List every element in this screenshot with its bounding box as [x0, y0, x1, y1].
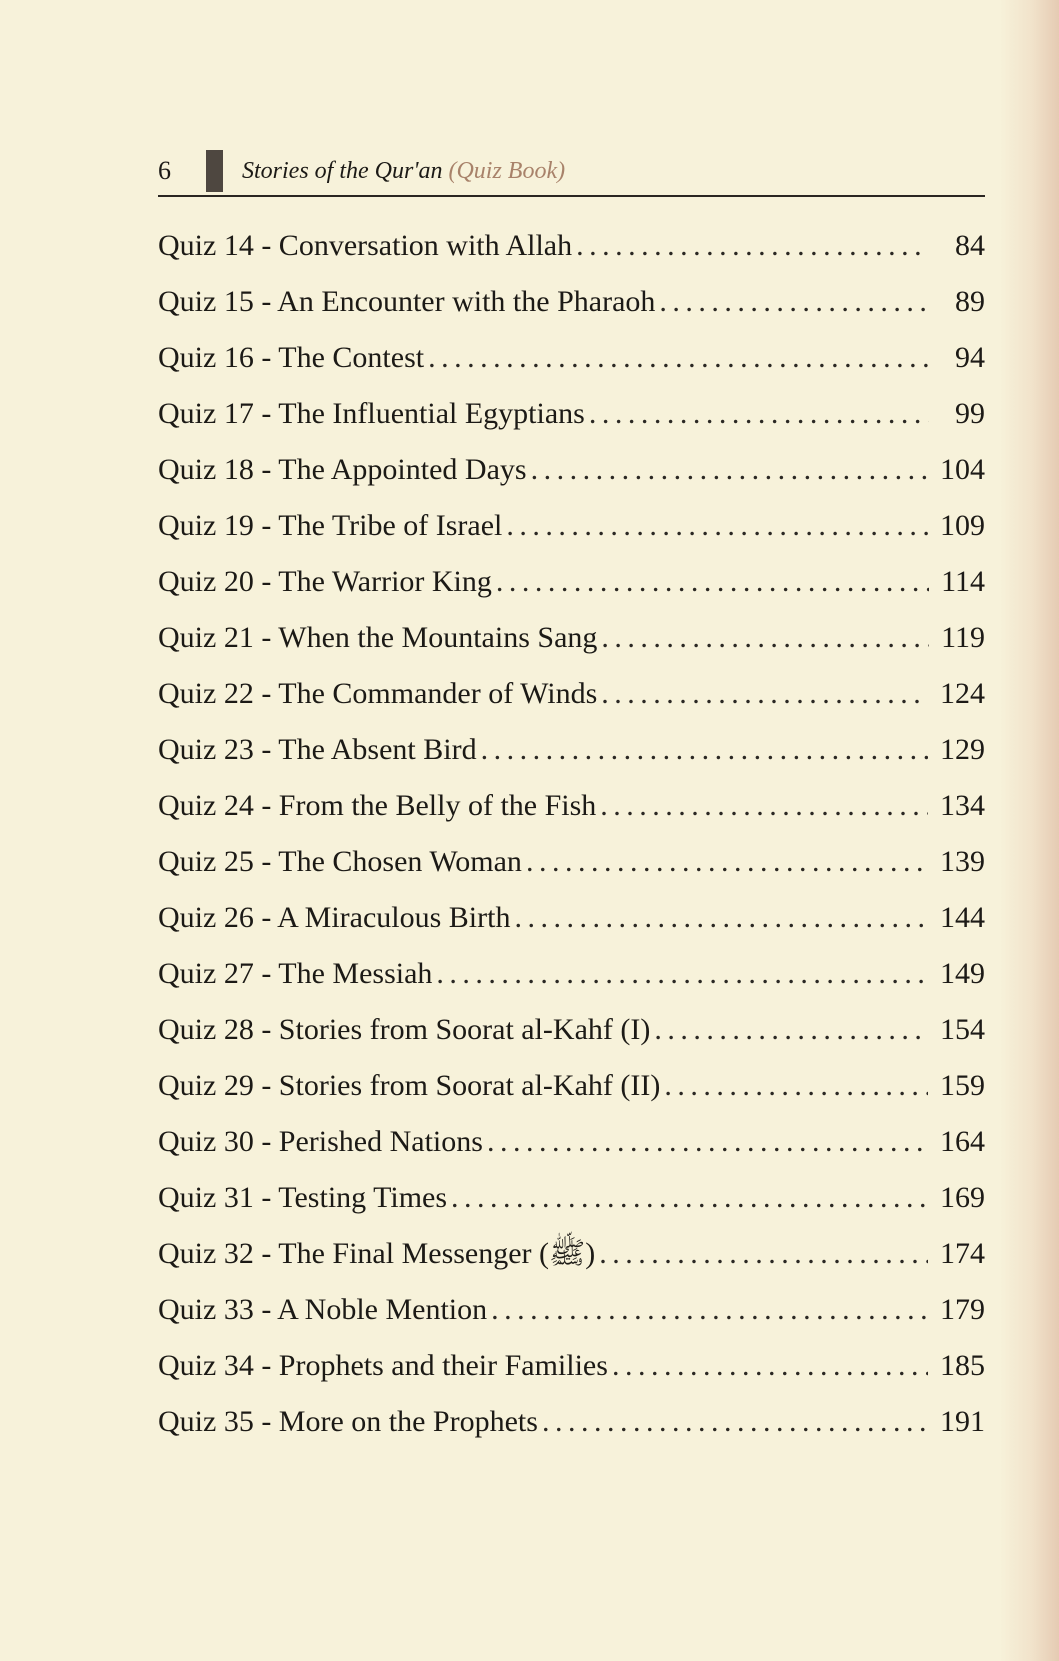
dot-leader	[654, 1002, 928, 1058]
toc-entry-page-number: 179	[940, 1293, 985, 1326]
dot-leader	[600, 778, 928, 834]
toc-entry[interactable]	[158, 1226, 985, 1282]
toc-entry-page-number: 134	[940, 789, 985, 822]
toc-entry-title: Quiz 16 - The Contest	[158, 341, 425, 374]
toc-entry-page-number: 169	[940, 1181, 985, 1214]
dot-leader	[496, 554, 929, 610]
toc-entry[interactable]	[158, 834, 985, 890]
book-title-text: Stories of the Qur'an	[242, 158, 443, 184]
dot-leader	[601, 610, 929, 666]
dot-leader	[487, 1114, 928, 1170]
dot-leader	[542, 1394, 928, 1450]
header-bar-ornament	[206, 150, 223, 192]
toc-entry[interactable]	[158, 386, 985, 442]
toc-entry-title: Quiz 35 - More on the Prophets	[158, 1405, 538, 1438]
dot-leader	[506, 498, 928, 554]
toc-entry-page-number: 94	[955, 341, 985, 374]
toc-entry-title: Quiz 31 - Testing Times	[158, 1181, 448, 1214]
dot-leader	[599, 1226, 928, 1282]
toc-entry-page-number: 109	[940, 509, 985, 542]
toc-entry[interactable]	[158, 1338, 985, 1394]
toc-entry[interactable]	[158, 554, 985, 610]
toc-entry-page-number: 164	[940, 1125, 985, 1158]
dot-leader	[514, 890, 928, 946]
toc-entry-page-number: 174	[940, 1237, 985, 1270]
toc-entry-title: Quiz 32 - The Final Messenger (ﷺ)	[158, 1237, 596, 1270]
toc-entry-title: Quiz 22 - The Commander of Winds	[158, 677, 598, 710]
toc-entry[interactable]	[158, 442, 985, 498]
toc-entry-page-number: 139	[940, 845, 985, 878]
toc-entry-title: Quiz 15 - An Encounter with the Pharaoh	[158, 285, 656, 318]
toc-entry[interactable]	[158, 1114, 985, 1170]
running-header	[158, 150, 985, 196]
dot-leader	[451, 1170, 928, 1226]
toc-entry[interactable]	[158, 330, 985, 386]
dot-leader	[481, 722, 928, 778]
toc-entry-page-number: 144	[940, 901, 985, 934]
dot-leader	[491, 1282, 928, 1338]
toc-entry[interactable]	[158, 778, 985, 834]
toc-entry-title: Quiz 28 - Stories from Soorat al-Kahf (I)	[158, 1013, 651, 1046]
toc-entry-title: Quiz 24 - From the Belly of the Fish	[158, 789, 597, 822]
toc-entry-title: Quiz 29 - Stories from Soorat al-Kahf (II)	[158, 1069, 661, 1102]
toc-entry[interactable]	[158, 1170, 985, 1226]
toc-entry[interactable]	[158, 610, 985, 666]
toc-entry[interactable]	[158, 946, 985, 1002]
toc-entry[interactable]	[158, 218, 985, 274]
dot-leader	[612, 1338, 928, 1394]
header-rule	[158, 195, 985, 197]
toc-entry-page-number: 114	[941, 565, 985, 598]
toc-entry-page-number: 119	[941, 621, 985, 654]
toc-entry-title: Quiz 34 - Prophets and their Families	[158, 1349, 608, 1382]
toc-entry-page-number: 191	[940, 1405, 985, 1438]
toc-entry[interactable]	[158, 498, 985, 554]
toc-entry-title: Quiz 26 - A Miraculous Birth	[158, 901, 511, 934]
toc-entry[interactable]	[158, 1394, 985, 1450]
toc-entry-title: Quiz 23 - The Absent Bird	[158, 733, 477, 766]
toc-entry-page-number: 129	[940, 733, 985, 766]
toc-entry-page-number: 154	[940, 1013, 985, 1046]
page-edge-shadow	[999, 0, 1059, 1661]
dot-leader	[664, 1058, 928, 1114]
toc-entry[interactable]	[158, 722, 985, 778]
toc-entry-title: Quiz 14 - Conversation with Allah	[158, 229, 573, 262]
toc-entry-page-number: 159	[940, 1069, 985, 1102]
toc-entry[interactable]	[158, 1002, 985, 1058]
book-title	[242, 156, 565, 186]
dot-leader	[659, 274, 929, 330]
toc-entry[interactable]	[158, 274, 985, 330]
toc-entry-title: Quiz 18 - The Appointed Days	[158, 453, 527, 486]
toc-entry-page-number: 124	[940, 677, 985, 710]
toc-entry-page-number: 149	[940, 957, 985, 990]
dot-leader	[589, 386, 929, 442]
toc-entry[interactable]	[158, 890, 985, 946]
dot-leader	[531, 442, 928, 498]
toc-entry[interactable]	[158, 666, 985, 722]
toc-entry-title: Quiz 27 - The Messiah	[158, 957, 433, 990]
toc-entry-page-number: 185	[940, 1349, 985, 1382]
toc-entry[interactable]	[158, 1282, 985, 1338]
toc-entry-title: Quiz 30 - Perished Nations	[158, 1125, 483, 1158]
dot-leader	[576, 218, 929, 274]
dot-leader	[601, 666, 928, 722]
toc-entry-page-number: 89	[955, 285, 985, 318]
toc-entry-title: Quiz 21 - When the Mountains Sang	[158, 621, 598, 654]
dot-leader	[428, 330, 929, 386]
book-subtitle: (Quiz Book)	[448, 158, 566, 184]
toc-entry-title: Quiz 33 - A Noble Mention	[158, 1293, 488, 1326]
toc-entry-page-number: 84	[955, 229, 985, 262]
table-of-contents	[158, 218, 985, 1450]
dot-leader	[436, 946, 928, 1002]
page-number: 6	[158, 156, 171, 185]
toc-entry-title: Quiz 17 - The Influential Egyptians	[158, 397, 585, 430]
toc-entry-title: Quiz 20 - The Warrior King	[158, 565, 492, 598]
toc-entry[interactable]	[158, 1058, 985, 1114]
toc-entry-page-number: 99	[955, 397, 985, 430]
toc-entry-title: Quiz 25 - The Chosen Woman	[158, 845, 522, 878]
toc-entry-page-number: 104	[940, 453, 985, 486]
dot-leader	[526, 834, 928, 890]
toc-entry-title: Quiz 19 - The Tribe of Israel	[158, 509, 503, 542]
